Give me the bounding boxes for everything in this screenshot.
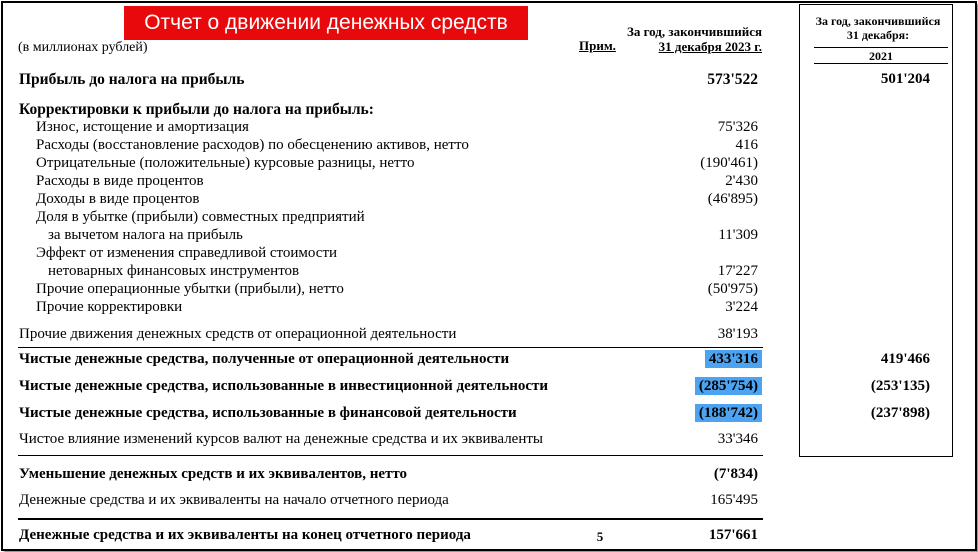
fx-differences-label: Отрицательные (положительные) курсовые разницы, нетто bbox=[36, 155, 415, 171]
net-operating-label: Чистые денежные средства, полученные от операционной деятельности bbox=[19, 351, 510, 367]
net-operating-prev: 419'466 bbox=[880, 351, 930, 367]
fx-differences-value: (190'461) bbox=[700, 155, 758, 171]
prior-year-rule-bottom bbox=[814, 63, 948, 64]
fair-value-label-line1: Эффект от изменения справедливой стоимости bbox=[36, 245, 338, 261]
net-financing-label: Чистые денежные средства, использованные в финансовой деятельности bbox=[19, 405, 517, 421]
interest-income-value: (46'895) bbox=[707, 191, 758, 207]
jv-share-value: 11'309 bbox=[718, 227, 758, 243]
decrease-value: (7'834) bbox=[713, 466, 758, 482]
other-movements-value: 38'193 bbox=[717, 326, 758, 342]
report-title-banner: Отчет о движении денежных средств bbox=[124, 6, 528, 40]
net-investing-value: (285'754) bbox=[695, 377, 762, 395]
fx-effect-value: 33'346 bbox=[717, 431, 758, 447]
beginning-cash-value: 165'495 bbox=[710, 492, 758, 508]
pretax-profit-label: Прибыль до налога на прибыль bbox=[19, 71, 245, 88]
depreciation-value: 75'326 bbox=[717, 119, 758, 135]
fair-value-value: 17'227 bbox=[717, 263, 758, 279]
fx-effect-label: Чистое влияние изменений курсов валют на денежные средства и их эквиваленты bbox=[19, 431, 543, 447]
current-period-header: За год, закончившийся 31 декабря 2023 г. bbox=[626, 24, 762, 54]
net-financing-prev: (237'898) bbox=[870, 405, 930, 421]
ending-rule bbox=[18, 518, 763, 520]
jv-share-label-line2: за вычетом налога на прибыль bbox=[48, 227, 243, 243]
net-financing-value: (188'742) bbox=[695, 404, 762, 422]
pretax-profit-value: 573'522 bbox=[707, 71, 758, 88]
other-adjustments-value: 3'224 bbox=[725, 299, 758, 315]
impairment-value: 416 bbox=[735, 137, 758, 153]
prior-period-header: За год, закончившийся 31 декабря: bbox=[815, 14, 941, 42]
decrease-rule bbox=[18, 455, 763, 456]
ending-cash-note: 5 bbox=[596, 529, 604, 544]
other-adjustments-label: Прочие корректировки bbox=[36, 299, 183, 315]
note-column-header: Прим. bbox=[579, 38, 616, 53]
ending-cash-value: 157'661 bbox=[708, 527, 758, 543]
adjustments-header: Корректировки к прибыли до налога на прибыль: bbox=[19, 101, 374, 118]
interest-expense-label: Расходы в виде процентов bbox=[36, 173, 204, 189]
ending-cash-label: Денежные средства и их эквиваленты на конец отчетного периода bbox=[19, 527, 471, 543]
other-operating-label: Прочие операционные убытки (прибыли), нетто bbox=[36, 281, 344, 297]
units-label: (в миллионах рублей) bbox=[18, 40, 148, 55]
jv-share-label-line1: Доля в убытке (прибыли) совместных предприятий bbox=[36, 209, 365, 225]
decrease-label: Уменьшение денежных средств и их эквивалентов, нетто bbox=[19, 466, 408, 482]
interest-income-label: Доходы в виде процентов bbox=[36, 191, 200, 207]
net-investing-prev: (253'135) bbox=[870, 378, 930, 394]
net-operating-value: 433'316 bbox=[705, 350, 762, 368]
prior-year-label: 2021 bbox=[869, 49, 893, 63]
interest-expense-value: 2'430 bbox=[725, 173, 758, 189]
net-investing-label: Чистые денежные средства, использованные в инвестиционной деятельности bbox=[19, 378, 549, 394]
beginning-cash-label: Денежные средства и их эквиваленты на начало отчетного периода bbox=[19, 492, 449, 508]
operating-subtotal-rule bbox=[18, 347, 763, 348]
prior-year-rule-top bbox=[814, 47, 948, 48]
impairment-label: Расходы (восстановление расходов) по обесценению активов, нетто bbox=[36, 137, 469, 153]
other-movements-label: Прочие движения денежных средств от операционной деятельности bbox=[19, 326, 457, 342]
depreciation-label: Износ, истощение и амортизация bbox=[36, 119, 249, 135]
other-operating-value: (50'975) bbox=[707, 281, 758, 297]
pretax-profit-prev: 501'204 bbox=[880, 71, 930, 87]
fair-value-label-line2: нетоварных финансовых инструментов bbox=[48, 263, 300, 279]
